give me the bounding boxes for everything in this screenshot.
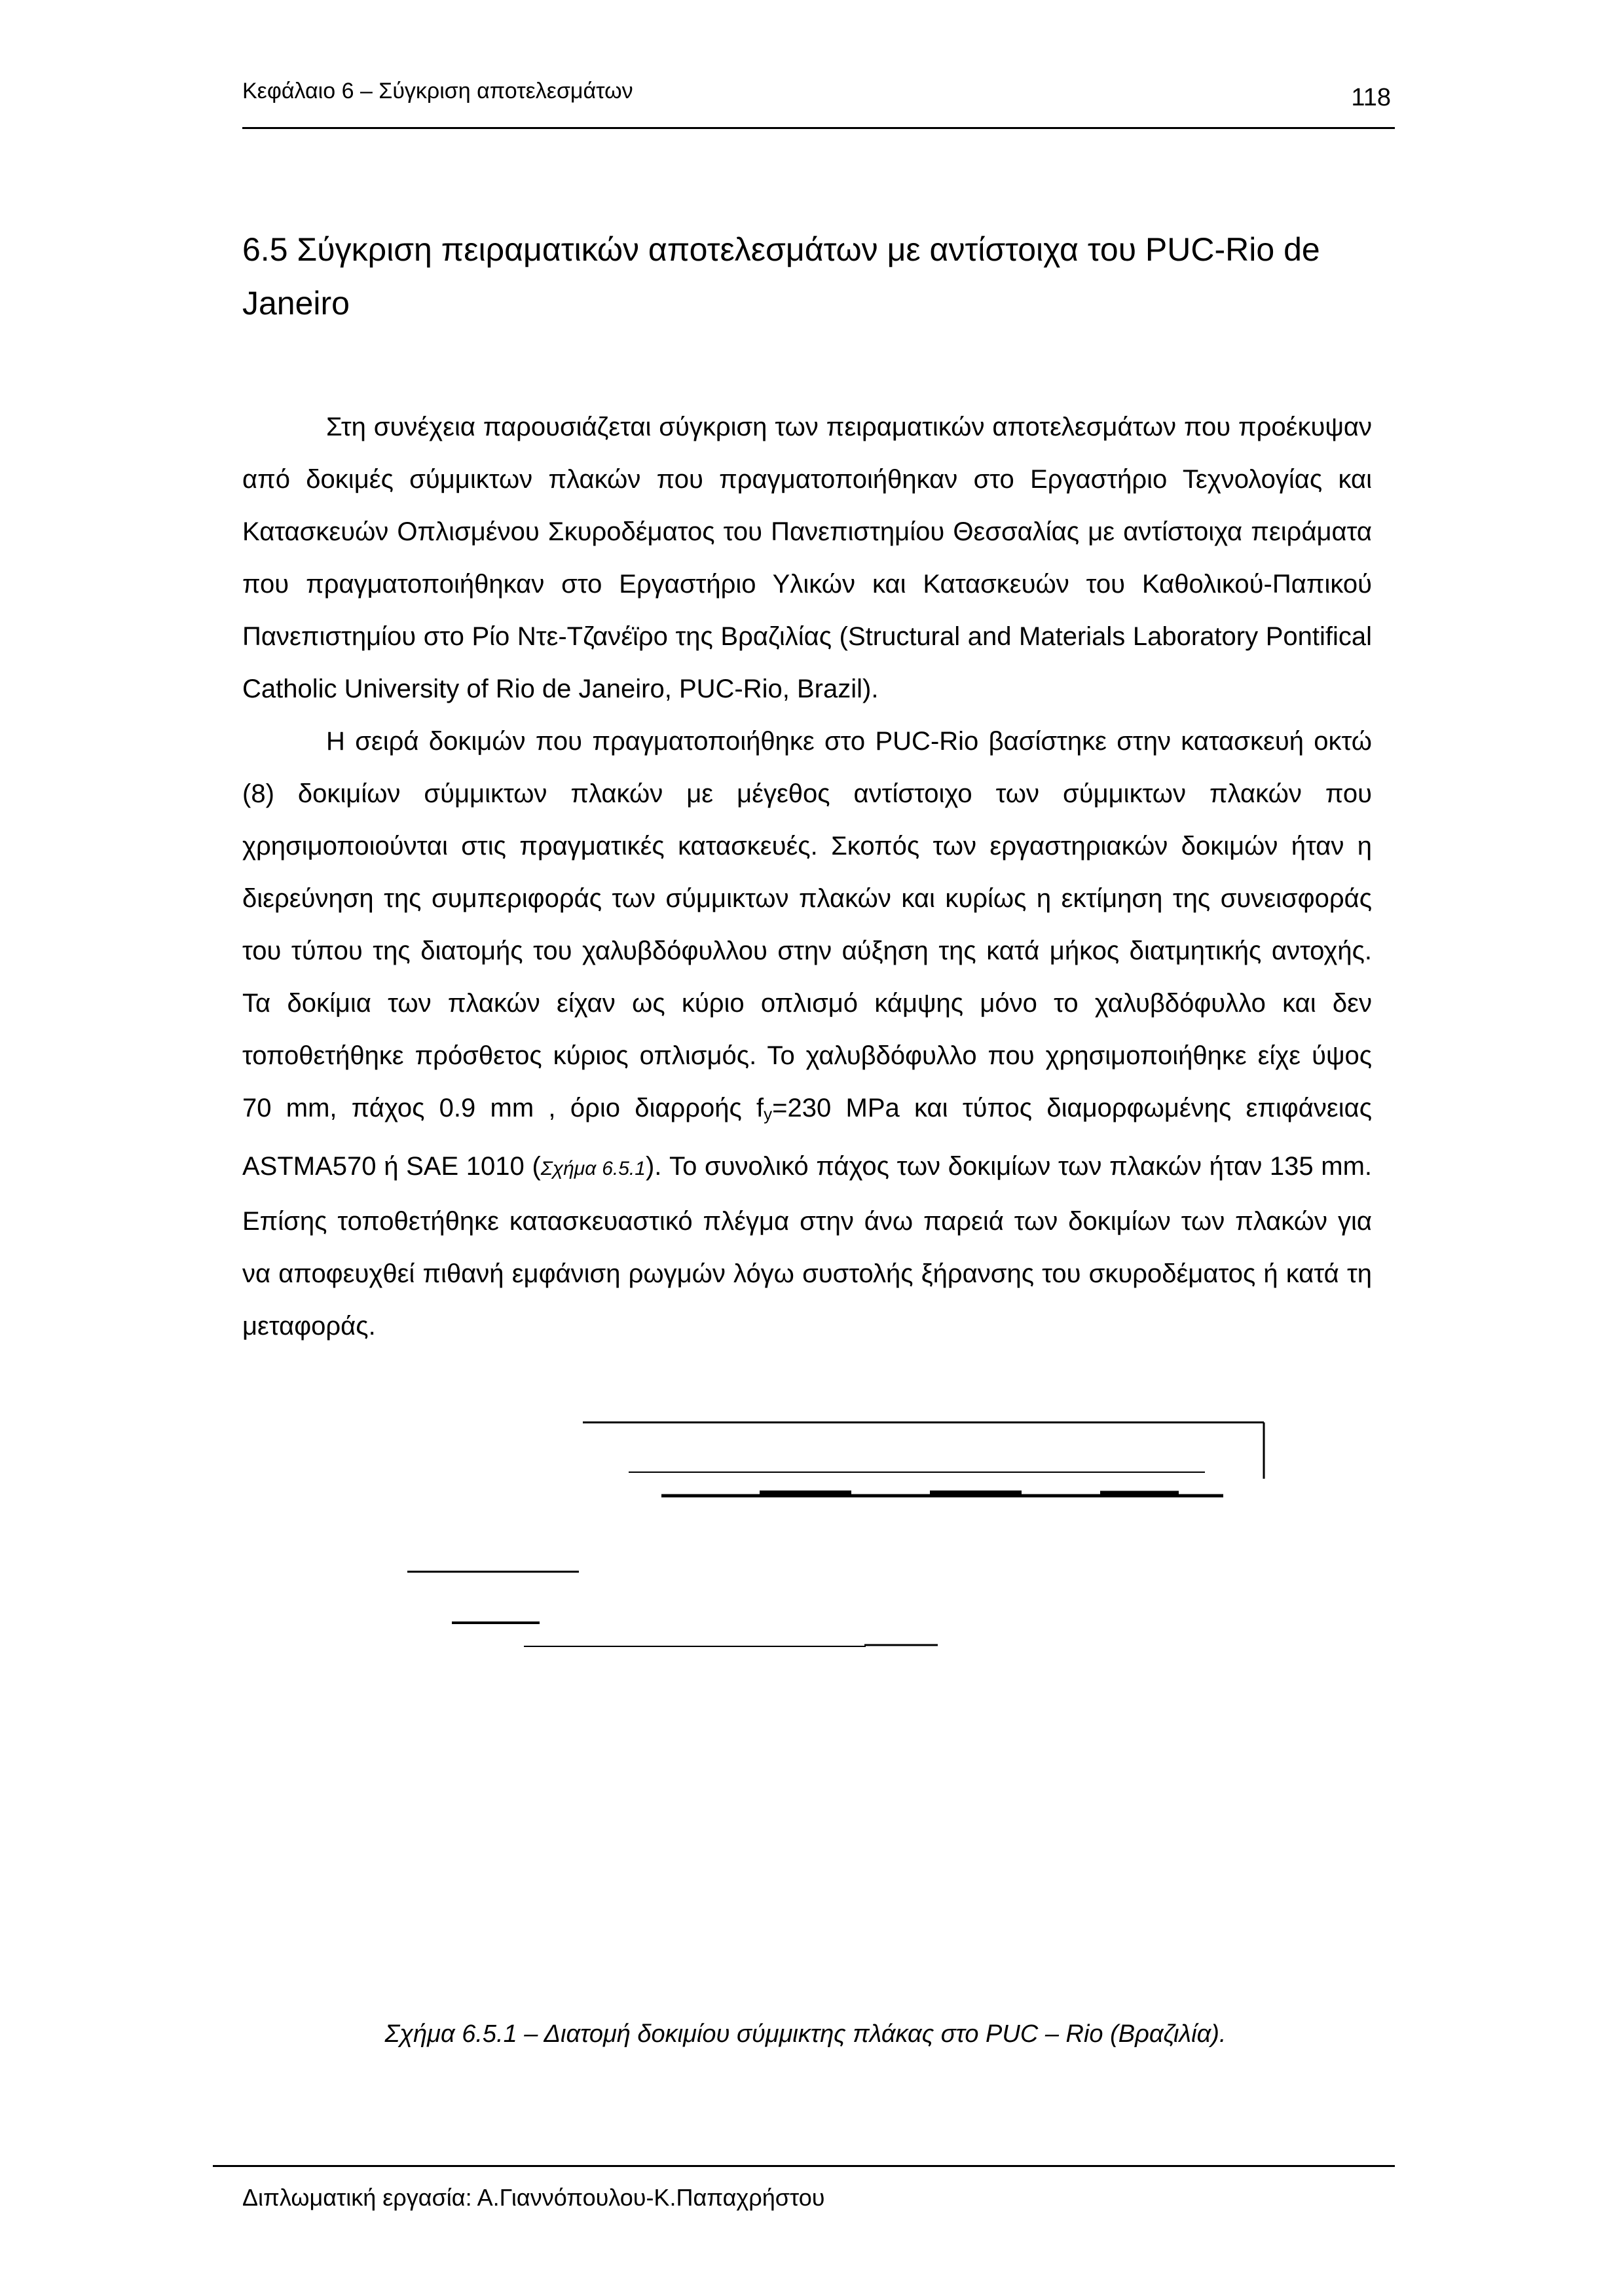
figure-reference: Σχήμα 6.5.1 (540, 1158, 646, 1179)
paragraph-2-part-a: Η σειρά δοκιμών που πραγματοποιήθηκε στο PUC-Rio βασίστηκε στην κατασκευή οκτώ (8) δοκιμίων σύμμικτων πλακών με μέγεθος αντίστοιχο των σύμμικτων πλακών που χρησιμοποιούνται στις πραγματικές κατασκευές. Σκοπός των εργαστηριακών δοκιμών ήταν η διερεύνηση της συμπεριφοράς των σύμμικτων πλακών και κυρίως η εκτίμηση της συνεισφοράς του τύπου της διατομής του χαλυβδόφυλλου στην αύξηση της κατά μήκος διατμητικής αντοχής. Τα δοκίμια των πλακών είχαν ως κύριο οπλισμό κάμψης μόνο το χαλυβδόφυλλο και δεν τοποθετήθηκε πρόσθετος κύριος οπλισμός. Το χαλυβδόφυλλο που χρησιμοποιήθηκε είχε ύψος 70 mm, πάχος 0.9 mm , όριο διαρροής f (242, 727, 1372, 1122)
running-header-chapter: Κεφάλαιο 6 – Σύγκριση αποτελεσμάτων (242, 79, 633, 103)
header-rule (242, 127, 1395, 129)
footer-rule (213, 2165, 1395, 2167)
paragraph-2-part-c: ). Το συνολικό πάχος των δοκιμίων των πλακών ήταν 135 mm. Επίσης τοποθετήθηκε κατασκευαστικό πλέγμα στην άνω παρειά των δοκιμίων των πλακών για να αποφευχθεί πιθανή εμφάνιση ρωγμών λόγω συστολής ξήρανσης του σκυροδέματος ή κατά τη μεταφοράς. (242, 1152, 1372, 1341)
page-header (242, 71, 1395, 110)
footer-text: Διπλωματική εργασία: Α.Γιαννόπουλου-Κ.Παπαχρήστου (242, 2184, 825, 2211)
page-number: 118 (1351, 84, 1391, 111)
subscript-y: y (764, 1104, 773, 1124)
figure-caption: Σχήμα 6.5.1 – Διατομή δοκιμίου σύμμικτης πλάκας στο PUC – Rio (Βραζιλία). (384, 2020, 1227, 2048)
slab-cross-section-figure (393, 1415, 1310, 1690)
section-title: 6.5 Σύγκριση πειραματικών αποτελεσμάτων με αντίστοιχα του PUC-Rio de Janeiro (242, 231, 1320, 322)
paragraph-2 (242, 715, 1372, 1352)
body-text (242, 401, 1372, 1352)
paragraph-1: Στη συνέχεια παρουσιάζεται σύγκριση των πειραματικών αποτελεσμάτων που προέκυψαν από δοκιμές σύμμικτων πλακών που πραγματοποιήθηκαν στο Εργαστήριο Τεχνολογίας και Κατασκευών Οπλισμένου Σκυροδέματος του Πανεπιστημίου Θεσσαλίας με αντίστοιχα πειράματα που πραγματοποιήθηκαν στο Εργαστήριο Υλικών και Κατασκευών του Καθολικού-Παπικού Πανεπιστημίου στο Ρίο Ντε-Τζανέϊρο της Βραζιλίας (Structural and Materials Laboratory Pontifical Catholic University of Rio de Janeiro, PUC-Rio, Brazil). (242, 413, 1372, 703)
paragraph-2-part-b: =230 MPa και τύπος διαμορφωμένης επιφάνειας ASTMA570 ή SAE 1010 ( (242, 1094, 1372, 1181)
